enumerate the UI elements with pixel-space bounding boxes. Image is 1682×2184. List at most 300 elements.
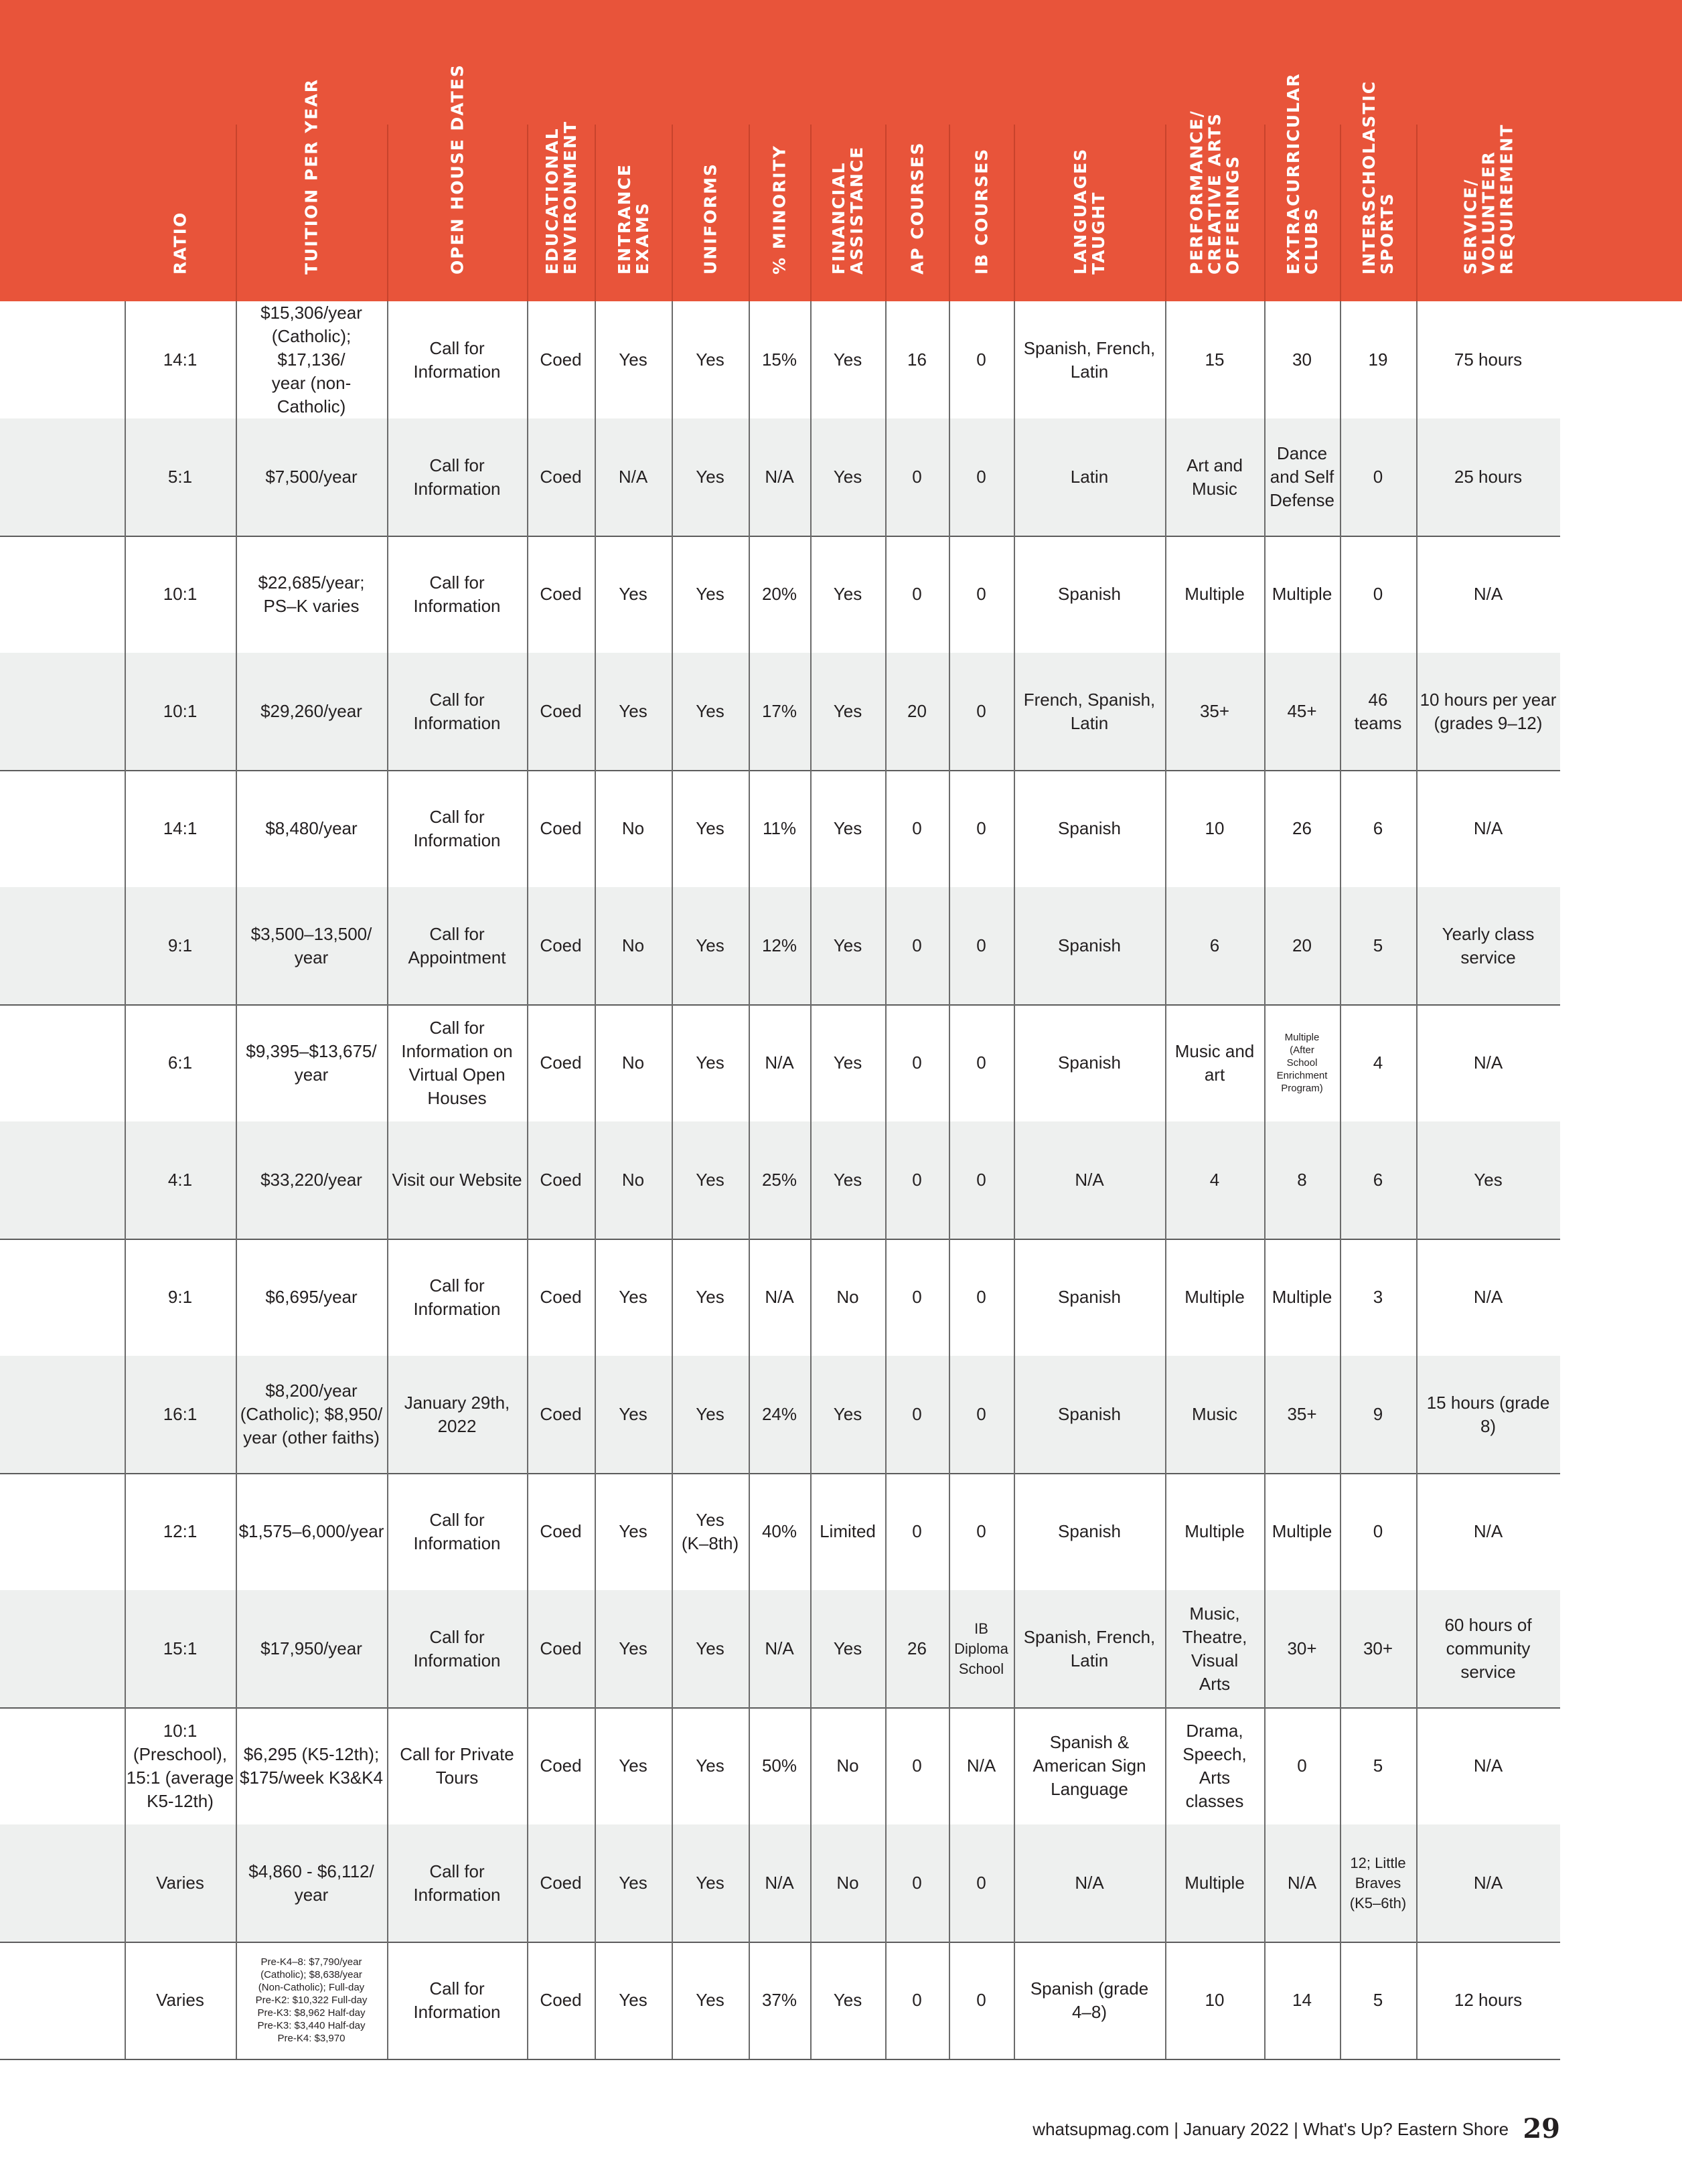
cell-service: N/A: [1473, 1756, 1503, 1776]
cell-ib-courses: 0: [976, 1404, 986, 1424]
cell-open-house: Call for Information: [413, 806, 501, 850]
column-divider: [1165, 301, 1166, 2059]
cell-open-house: Call for Information: [413, 337, 501, 382]
header-divider: [1340, 125, 1341, 301]
cell-minority: 20%: [761, 584, 797, 604]
header-divider: [527, 125, 528, 301]
cell-ap-courses: 0: [912, 1873, 922, 1893]
cell-ib-courses: 0: [976, 1521, 986, 1541]
cell-extracurricular: 35+: [1287, 1404, 1317, 1424]
header-divider: [1264, 125, 1266, 301]
cell-ratio: Varies: [156, 1873, 204, 1893]
cell-sports: 5: [1373, 1756, 1383, 1776]
cell-ap-courses: 16: [907, 349, 927, 370]
cell-environment: Coed: [540, 1873, 582, 1893]
cell-ratio: 14:1: [163, 349, 198, 370]
cell-ap-courses: 0: [912, 1756, 922, 1776]
cell-extracurricular: N/A: [1287, 1873, 1317, 1893]
cell-ib-courses: IB Diploma School: [954, 1620, 1008, 1677]
cell-ap-courses: 0: [912, 1052, 922, 1073]
cell-entrance-exams: No: [621, 1170, 645, 1190]
cell-ratio: 5:1: [167, 467, 193, 487]
table-row: [0, 1590, 1560, 1709]
cell-entrance-exams: No: [621, 1052, 645, 1073]
cell-entrance-exams: Yes: [619, 1287, 647, 1307]
header-divider: [387, 125, 388, 301]
header-divider: [749, 125, 750, 301]
column-divider: [387, 301, 388, 2059]
cell-languages: Spanish: [1058, 818, 1121, 838]
column-divider: [810, 301, 812, 2059]
cell-minority: 17%: [761, 701, 797, 721]
cell-ib-courses: N/A: [966, 1756, 996, 1776]
cell-performance-arts: Music and art: [1174, 1040, 1255, 1085]
cell-environment: Coed: [540, 1521, 582, 1541]
cell-service: 12 hours: [1454, 1990, 1523, 2010]
column-header-label: EDUCATIONAL ENVIRONMENT: [542, 120, 580, 275]
footer-issue: January 2022: [1183, 2119, 1289, 2139]
cell-performance-arts: Multiple: [1184, 584, 1245, 604]
table-row: [0, 301, 1560, 420]
cell-entrance-exams: Yes: [619, 701, 647, 721]
column-header-label: ENTRANCE EXAMS: [614, 163, 652, 275]
cell-languages: Latin: [1070, 467, 1109, 487]
cell-tuition: $22,685/year; PS–K varies: [258, 572, 365, 616]
cell-sports: 0: [1373, 467, 1383, 487]
header-divider: [595, 125, 596, 301]
table-row: [0, 1942, 1560, 2060]
cell-tuition: $33,220/year: [260, 1170, 362, 1190]
cell-languages: Spanish, French, Latin: [1023, 337, 1156, 382]
cell-financial-assistance: No: [836, 1873, 859, 1893]
column-header-ratio: [125, 0, 236, 301]
cell-entrance-exams: Yes: [619, 1873, 647, 1893]
cell-ib-courses: 0: [976, 1052, 986, 1073]
cell-financial-assistance: Yes: [833, 701, 862, 721]
cell-financial-assistance: Yes: [833, 1052, 862, 1073]
cell-open-house: Call for Information: [413, 1861, 501, 1905]
cell-ap-courses: 0: [912, 1404, 922, 1424]
cell-ratio: 10:1: [163, 584, 198, 604]
header-divider: [1014, 125, 1015, 301]
column-divider: [125, 301, 126, 2059]
cell-tuition: $4,860 - $6,112/ year: [248, 1861, 374, 1905]
cell-open-house: Call for Information: [413, 1626, 501, 1670]
cell-ap-courses: 0: [912, 935, 922, 955]
table-row: [0, 1356, 1560, 1474]
table-row: [0, 653, 1560, 771]
column-header-languages: [1014, 0, 1165, 301]
cell-environment: Coed: [540, 1170, 582, 1190]
cell-open-house: Call for Information: [413, 1509, 501, 1553]
cell-service: 10 hours per year (grades 9–12): [1420, 689, 1557, 733]
table-row: [0, 770, 1560, 888]
column-header-label: FINANCIAL ASSISTANCE: [829, 145, 866, 275]
cell-performance-arts: 6: [1209, 935, 1220, 955]
cell-open-house: January 29th, 2022: [404, 1392, 510, 1436]
cell-service: N/A: [1473, 584, 1503, 604]
header-divider: [236, 125, 237, 301]
cell-entrance-exams: No: [621, 935, 645, 955]
cell-extracurricular: 30: [1292, 349, 1312, 370]
cell-open-house: Call for Information: [413, 1275, 501, 1319]
header-divider: [885, 125, 887, 301]
cell-ap-courses: 0: [912, 584, 922, 604]
column-divider: [885, 301, 887, 2059]
column-header-label: IB COURSES: [972, 147, 991, 275]
footer-site[interactable]: whatsupmag.com: [1033, 2119, 1170, 2139]
table-row: [0, 1239, 1560, 1357]
cell-extracurricular: 20: [1292, 935, 1312, 955]
cell-service: N/A: [1473, 1287, 1503, 1307]
cell-extracurricular: Multiple: [1272, 1287, 1332, 1307]
cell-ratio: 9:1: [167, 935, 193, 955]
cell-ratio: 6:1: [167, 1052, 193, 1073]
cell-performance-arts: 10: [1205, 1990, 1225, 2010]
cell-uniforms: Yes: [696, 467, 724, 487]
cell-open-house: Call for Information on Virtual Open Houses: [401, 1017, 513, 1108]
cell-entrance-exams: No: [621, 818, 645, 838]
cell-languages: Spanish: [1058, 1404, 1121, 1424]
cell-uniforms: Yes: [696, 818, 724, 838]
cell-entrance-exams: Yes: [619, 1404, 647, 1424]
column-header-open-house: [387, 0, 527, 301]
cell-financial-assistance: Yes: [833, 1404, 862, 1424]
cell-performance-arts: Multiple: [1184, 1521, 1245, 1541]
cell-environment: Coed: [540, 1756, 582, 1776]
cell-uniforms: Yes: [696, 1170, 724, 1190]
cell-ap-courses: 0: [912, 1170, 922, 1190]
cell-tuition: $8,200/year (Catholic); $8,950/ year (other faiths): [240, 1381, 383, 1448]
cell-ap-courses: 0: [912, 1990, 922, 2010]
cell-ratio: 12:1: [163, 1521, 198, 1541]
cell-open-house: Call for Information: [413, 572, 501, 616]
column-header-label: PERFORMANCE/ CREATIVE ARTS OFFERINGS: [1187, 110, 1243, 275]
cell-financial-assistance: No: [836, 1756, 859, 1776]
cell-environment: Coed: [540, 701, 582, 721]
table-row: [0, 536, 1560, 654]
cell-languages: Spanish: [1058, 935, 1121, 955]
page-footer: [1031, 2113, 1560, 2144]
cell-ib-courses: 0: [976, 467, 986, 487]
cell-minority: N/A: [765, 1287, 794, 1307]
cell-ratio: 16:1: [163, 1404, 198, 1424]
cell-performance-arts: Multiple: [1184, 1873, 1245, 1893]
cell-tuition: Pre-K4–8: $7,790/year (Catholic); $8,638/year (Non-Catholic); Full-day Pre-K2: $10,322 Full-day Pre-K3: $8,962 Half-day Pre-K3: $3,440 Half-day Pre-K4: $3,970: [255, 1956, 368, 2044]
cell-performance-arts: 35+: [1199, 701, 1230, 721]
cell-ratio: 15:1: [163, 1638, 198, 1658]
cell-ib-courses: 0: [976, 818, 986, 838]
cell-financial-assistance: Yes: [833, 1638, 862, 1658]
cell-uniforms: Yes: [696, 935, 724, 955]
column-header-label: % MINORITY: [769, 145, 789, 275]
cell-entrance-exams: Yes: [619, 1521, 647, 1541]
cell-minority: N/A: [765, 1873, 794, 1893]
column-header-label: SERVICE/ VOLUNTEER REQUIREMENT: [1460, 123, 1516, 275]
column-header-sports: [1340, 0, 1416, 301]
column-divider: [1264, 301, 1266, 2059]
cell-minority: 11%: [762, 818, 797, 838]
cell-ap-courses: 20: [907, 701, 927, 721]
header-divider: [949, 125, 950, 301]
table-row: [0, 418, 1560, 537]
cell-ib-courses: 0: [976, 1170, 986, 1190]
cell-minority: 25%: [761, 1170, 797, 1190]
cell-uniforms: Yes: [696, 1638, 724, 1658]
column-header-financial-assistance: [810, 0, 885, 301]
column-divider: [672, 301, 673, 2059]
cell-service: N/A: [1473, 1521, 1503, 1541]
cell-ib-courses: 0: [976, 1873, 986, 1893]
cell-languages: Spanish: [1058, 1287, 1121, 1307]
cell-service: 60 hours of community service: [1444, 1615, 1532, 1682]
column-header-label: EXTRACURRICULAR CLUBS: [1283, 72, 1321, 275]
cell-uniforms: Yes: [696, 701, 724, 721]
cell-service: N/A: [1473, 1873, 1503, 1893]
cell-entrance-exams: Yes: [619, 1990, 647, 2010]
cell-environment: Coed: [540, 1404, 582, 1424]
cell-performance-arts: 15: [1205, 349, 1225, 370]
cell-tuition: $7,500/year: [265, 467, 358, 487]
cell-tuition: $6,295 (K5-12th); $175/week K3&K4: [240, 1743, 383, 1788]
cell-environment: Coed: [540, 1990, 582, 2010]
cell-extracurricular: 45+: [1287, 701, 1317, 721]
column-header-ap-courses: [885, 0, 949, 301]
cell-service: 75 hours: [1454, 349, 1523, 370]
column-divider: [1340, 301, 1341, 2059]
cell-sports: 4: [1373, 1052, 1383, 1073]
cell-uniforms: Yes: [696, 584, 724, 604]
cell-languages: Spanish & American Sign Language: [1033, 1732, 1146, 1799]
column-divider: [595, 301, 596, 2059]
cell-extracurricular: 0: [1297, 1756, 1307, 1776]
cell-extracurricular: Dance and Self Defense: [1270, 443, 1334, 510]
cell-languages: Spanish: [1058, 584, 1121, 604]
column-header-label: OPEN HOUSE DATES: [447, 64, 467, 275]
column-header-label: AP COURSES: [907, 141, 927, 275]
column-divider: [749, 301, 750, 2059]
cell-languages: Spanish, French, Latin: [1023, 1626, 1156, 1670]
cell-ratio: 10:1 (Preschool), 15:1 (average K5-12th): [126, 1720, 234, 1811]
cell-service: 15 hours (grade 8): [1426, 1392, 1550, 1436]
cell-entrance-exams: Yes: [619, 1638, 647, 1658]
cell-minority: N/A: [765, 1638, 794, 1658]
cell-sports: 12; Little Braves (K5–6th): [1349, 1854, 1407, 1912]
cell-service: 25 hours: [1454, 467, 1523, 487]
column-divider: [949, 301, 950, 2059]
cell-financial-assistance: Limited: [820, 1521, 876, 1541]
cell-languages: Spanish: [1058, 1052, 1121, 1073]
cell-ratio: 10:1: [163, 701, 198, 721]
cell-minority: 15%: [761, 349, 797, 370]
cell-service: N/A: [1473, 818, 1503, 838]
column-header-service: [1416, 0, 1560, 301]
cell-ap-courses: 0: [912, 1521, 922, 1541]
cell-minority: 50%: [761, 1756, 797, 1776]
cell-performance-arts: Music, Theatre, Visual Arts: [1182, 1603, 1247, 1694]
column-header-tuition: [236, 0, 387, 301]
cell-tuition: $1,575–6,000/year: [238, 1521, 384, 1541]
cell-extracurricular: Multiple (After School Enrichment Program): [1276, 1032, 1328, 1094]
cell-extracurricular: 26: [1292, 818, 1312, 838]
header-divider: [1416, 125, 1418, 301]
cell-extracurricular: 8: [1297, 1170, 1307, 1190]
cell-tuition: $3,500–13,500/ year: [250, 923, 372, 967]
cell-ap-courses: 0: [912, 467, 922, 487]
cell-ib-courses: 0: [976, 1990, 986, 2010]
cell-ib-courses: 0: [976, 1287, 986, 1307]
cell-sports: 6: [1373, 818, 1383, 838]
cell-extracurricular: 30+: [1287, 1638, 1317, 1658]
footer-divider: |: [1174, 2119, 1179, 2139]
cell-uniforms: Yes: [696, 1873, 724, 1893]
cell-sports: 3: [1373, 1287, 1383, 1307]
table-row: [0, 1707, 1560, 1826]
cell-financial-assistance: No: [836, 1287, 859, 1307]
cell-service: Yearly class service: [1442, 923, 1535, 967]
cell-environment: Coed: [540, 349, 582, 370]
cell-ratio: 14:1: [163, 818, 198, 838]
cell-open-house: Call for Private Tours: [400, 1743, 514, 1788]
column-header-label: LANGUAGES TAUGHT: [1071, 147, 1108, 275]
cell-ib-courses: 0: [976, 701, 986, 721]
header-divider: [810, 125, 812, 301]
cell-languages: French, Spanish, Latin: [1023, 689, 1156, 733]
cell-sports: 5: [1373, 1990, 1383, 2010]
column-header-extracurricular: [1264, 0, 1340, 301]
cell-financial-assistance: Yes: [833, 467, 862, 487]
cell-uniforms: Yes: [696, 1287, 724, 1307]
cell-environment: Coed: [540, 1052, 582, 1073]
cell-ratio: 9:1: [167, 1287, 193, 1307]
cell-environment: Coed: [540, 935, 582, 955]
cell-minority: 12%: [761, 935, 797, 955]
cell-tuition: $29,260/year: [260, 701, 362, 721]
cell-open-house: Visit our Website: [392, 1170, 522, 1190]
column-divider: [1416, 301, 1418, 2059]
cell-minority: N/A: [765, 467, 794, 487]
cell-environment: Coed: [540, 584, 582, 604]
table-row: [0, 1824, 1560, 1943]
cell-uniforms: Yes: [696, 1990, 724, 2010]
cell-tuition: $6,695/year: [265, 1287, 358, 1307]
cell-sports: 0: [1373, 1521, 1383, 1541]
cell-performance-arts: Drama, Speech, Arts classes: [1182, 1720, 1247, 1811]
cell-sports: 30+: [1363, 1638, 1393, 1658]
cell-minority: 24%: [761, 1404, 797, 1424]
cell-performance-arts: 4: [1209, 1170, 1220, 1190]
cell-uniforms: Yes: [696, 349, 724, 370]
table-row: [0, 887, 1560, 1006]
page-number: 29: [1523, 2113, 1560, 2144]
cell-financial-assistance: Yes: [833, 935, 862, 955]
cell-extracurricular: Multiple: [1272, 584, 1332, 604]
cell-languages: Spanish (grade 4–8): [1030, 1978, 1149, 2022]
cell-financial-assistance: Yes: [833, 818, 862, 838]
cell-performance-arts: 10: [1205, 818, 1225, 838]
cell-sports: 46 teams: [1354, 689, 1402, 733]
cell-open-house: Call for Information: [413, 455, 501, 499]
cell-sports: 0: [1373, 584, 1383, 604]
header-divider: [672, 125, 673, 301]
cell-environment: Coed: [540, 467, 582, 487]
cell-sports: 9: [1373, 1404, 1383, 1424]
cell-service: N/A: [1473, 1052, 1503, 1073]
column-header-environment: [527, 0, 595, 301]
cell-open-house: Call for Information: [413, 1978, 501, 2022]
cell-tuition: $8,480/year: [265, 818, 358, 838]
cell-financial-assistance: Yes: [833, 1990, 862, 2010]
cell-financial-assistance: Yes: [833, 349, 862, 370]
cell-languages: Spanish: [1058, 1521, 1121, 1541]
cell-entrance-exams: Yes: [619, 584, 647, 604]
cell-minority: N/A: [765, 1052, 794, 1073]
table-row: [0, 1004, 1560, 1123]
cell-ib-courses: 0: [976, 349, 986, 370]
cell-languages: N/A: [1075, 1873, 1104, 1893]
column-divider: [1014, 301, 1015, 2059]
table-row: [0, 1121, 1560, 1240]
cell-ratio: Varies: [156, 1990, 204, 2010]
cell-sports: 5: [1373, 935, 1383, 955]
cell-environment: Coed: [540, 1638, 582, 1658]
cell-environment: Coed: [540, 818, 582, 838]
cell-extracurricular: Multiple: [1272, 1521, 1332, 1541]
cell-uniforms: Yes: [696, 1756, 724, 1776]
cell-open-house: Call for Information: [413, 689, 501, 733]
cell-sports: 19: [1368, 349, 1388, 370]
cell-service: Yes: [1474, 1170, 1503, 1190]
cell-ib-courses: 0: [976, 935, 986, 955]
cell-tuition: $15,306/year (Catholic); $17,136/ year (non- Catholic): [260, 303, 362, 416]
cell-entrance-exams: Yes: [619, 349, 647, 370]
cell-performance-arts: Music: [1192, 1404, 1237, 1424]
cell-ap-courses: 0: [912, 1287, 922, 1307]
cell-minority: 40%: [761, 1521, 797, 1541]
table-row: [0, 1473, 1560, 1591]
column-divider: [527, 301, 528, 2059]
cell-entrance-exams: Yes: [619, 1756, 647, 1776]
column-header-label: TUITION PER YEAR: [301, 78, 321, 275]
cell-sports: 6: [1373, 1170, 1383, 1190]
cell-tuition: $17,950/year: [260, 1638, 362, 1658]
cell-performance-arts: Multiple: [1184, 1287, 1245, 1307]
cell-languages: N/A: [1075, 1170, 1104, 1190]
cell-financial-assistance: Yes: [833, 584, 862, 604]
column-header-label: UNIFORMS: [700, 163, 720, 275]
cell-uniforms: Yes: [696, 1404, 724, 1424]
cell-open-house: Call for Appointment: [408, 923, 506, 967]
cell-ib-courses: 0: [976, 584, 986, 604]
footer-publication: What's Up? Eastern Shore: [1303, 2119, 1509, 2139]
cell-financial-assistance: Yes: [833, 1170, 862, 1190]
column-header-label: INTERSCHOLASTIC SPORTS: [1359, 80, 1397, 275]
cell-ap-courses: 0: [912, 818, 922, 838]
header-divider: [1165, 125, 1166, 301]
cell-ap-courses: 26: [907, 1638, 927, 1658]
footer-divider: |: [1294, 2119, 1298, 2139]
cell-extracurricular: 14: [1292, 1990, 1312, 2010]
column-header-ib-courses: [949, 0, 1014, 301]
column-header-uniforms: [672, 0, 749, 301]
column-header-performance-arts: [1165, 0, 1264, 301]
cell-environment: Coed: [540, 1287, 582, 1307]
column-header-label: RATIO: [170, 211, 190, 275]
cell-tuition: $9,395–$13,675/ year: [246, 1040, 377, 1085]
column-header-entrance-exams: [595, 0, 672, 301]
cell-uniforms: Yes: [696, 1052, 724, 1073]
cell-ratio: 4:1: [167, 1170, 193, 1190]
